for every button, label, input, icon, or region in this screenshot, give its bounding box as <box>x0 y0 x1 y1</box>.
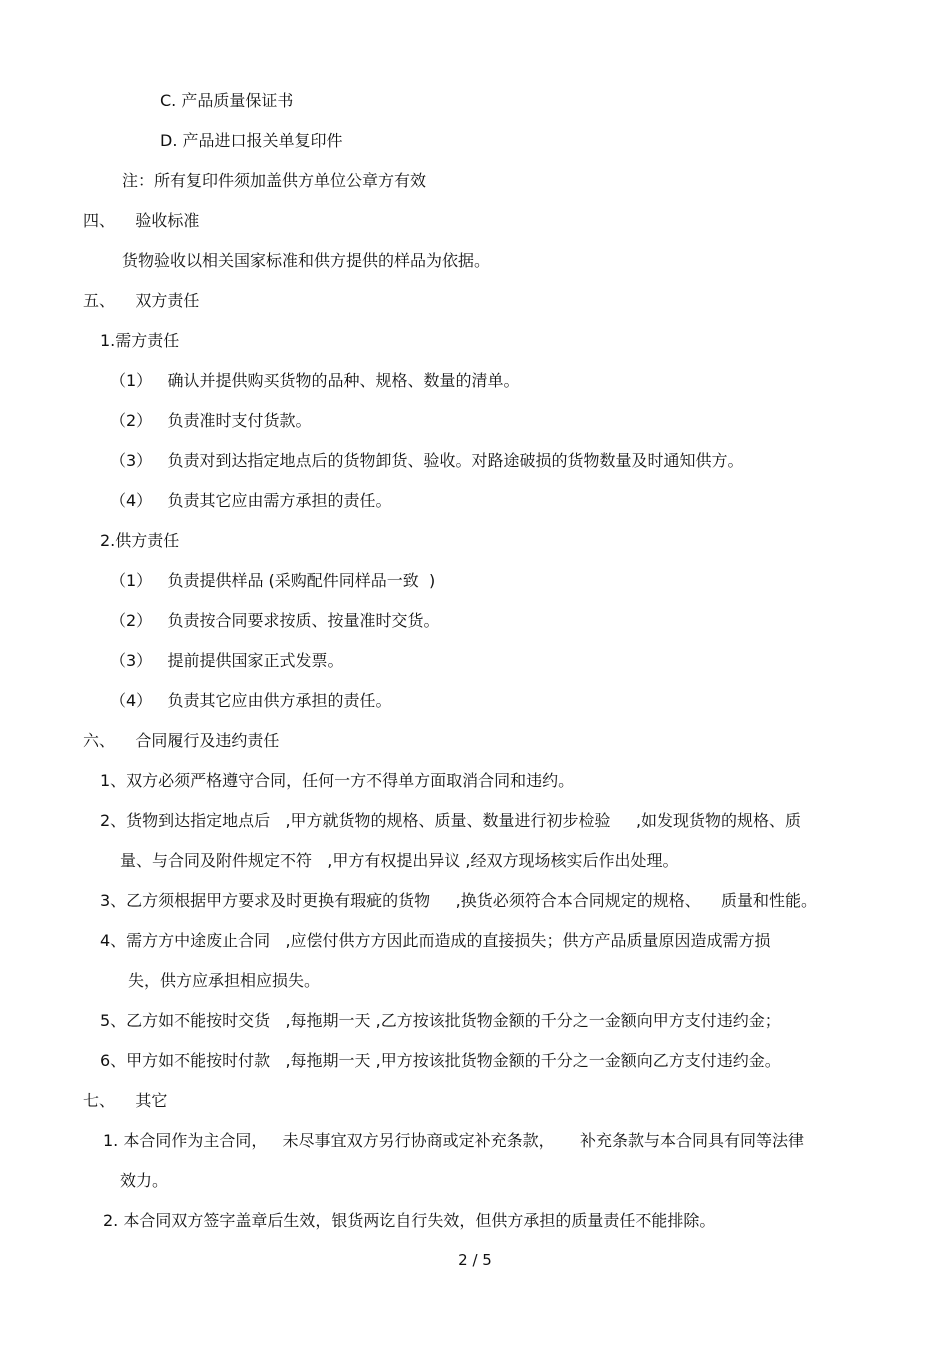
list-item-continuation: 量、与合同及附件规定不符 ,甲方有权提出异议 ,经双方现场核实后作出处理。 <box>120 851 679 870</box>
list-item-continuation: 失，供方应承担相应损失。 <box>128 971 321 990</box>
list-item: （3） 负责对到达指定地点后的货物卸货、验收。对路途破损的货物数量及时通知供方。 <box>110 451 744 470</box>
list-item: （1） 确认并提供购买货物的品种、规格、数量的清单。 <box>110 371 520 390</box>
list-item: 2、货物到达指定地点后 ,甲方就货物的规格、质量、数量进行初步检验 ,如发现货物的规格、质 <box>100 811 802 830</box>
section-heading-acceptance: 四、 验收标准 <box>83 211 200 230</box>
buyer-responsibility-heading: 1.需方责任 <box>100 331 180 350</box>
list-item-continuation: 效力。 <box>120 1171 169 1190</box>
section-heading-responsibilities: 五、 双方责任 <box>83 291 200 310</box>
list-item: （3） 提前提供国家正式发票。 <box>110 651 344 670</box>
list-item-d: D. 产品进口报关单复印件 <box>160 131 343 150</box>
list-item: 3、乙方须根据甲方要求及时更换有瑕疵的货物 ,换货必须符合本合同规定的规格、 质量和性能。 <box>100 891 818 910</box>
list-item: （4） 负责其它应由供方承担的责任。 <box>110 691 392 710</box>
list-item: （2） 负责准时支付货款。 <box>110 411 312 430</box>
list-item: 4、需方方中途废止合同 ,应偿付供方方因此而造成的直接损失；供方产品质量原因造成需方损 <box>100 931 771 950</box>
section-heading-other: 七、 其它 <box>83 1091 168 1110</box>
list-item: （4） 负责其它应由需方承担的责任。 <box>110 491 392 510</box>
list-item: 2. 本合同双方签字盖章后生效，银货两讫自行失效，但供方承担的质量责任不能排除。 <box>103 1211 716 1230</box>
list-item: 6、甲方如不能按时付款 ,每拖期一天 ,甲方按该批货物金额的千分之一金额向乙方支付违约金。 <box>100 1051 781 1070</box>
page-number: 2 / 5 <box>458 1251 492 1269</box>
list-item: 1、双方必须严格遵守合同，任何一方不得单方面取消合同和违约。 <box>100 771 575 790</box>
list-item: 5、乙方如不能按时交货 ,每拖期一天 ,乙方按该批货物金额的千分之一金额向甲方支付违约金； <box>100 1011 781 1030</box>
acceptance-body: 货物验收以相关国家标准和供方提供的样品为依据。 <box>122 251 491 270</box>
list-item-c: C. 产品质量保证书 <box>160 91 294 110</box>
list-item: （2） 负责按合同要求按质、按量准时交货。 <box>110 611 440 630</box>
section-heading-breach: 六、 合同履行及违约责任 <box>83 731 280 750</box>
supplier-responsibility-heading: 2.供方责任 <box>100 531 180 550</box>
list-item: （1） 负责提供样品 (采购配件同样品一致 ) <box>110 571 436 590</box>
note-text: 注：所有复印件须加盖供方单位公章方有效 <box>122 171 427 190</box>
list-item: 1. 本合同作为主合同， 未尽事宜双方另行协商或定补充条款， 补充条款与本合同具有同等法律 <box>103 1131 805 1150</box>
